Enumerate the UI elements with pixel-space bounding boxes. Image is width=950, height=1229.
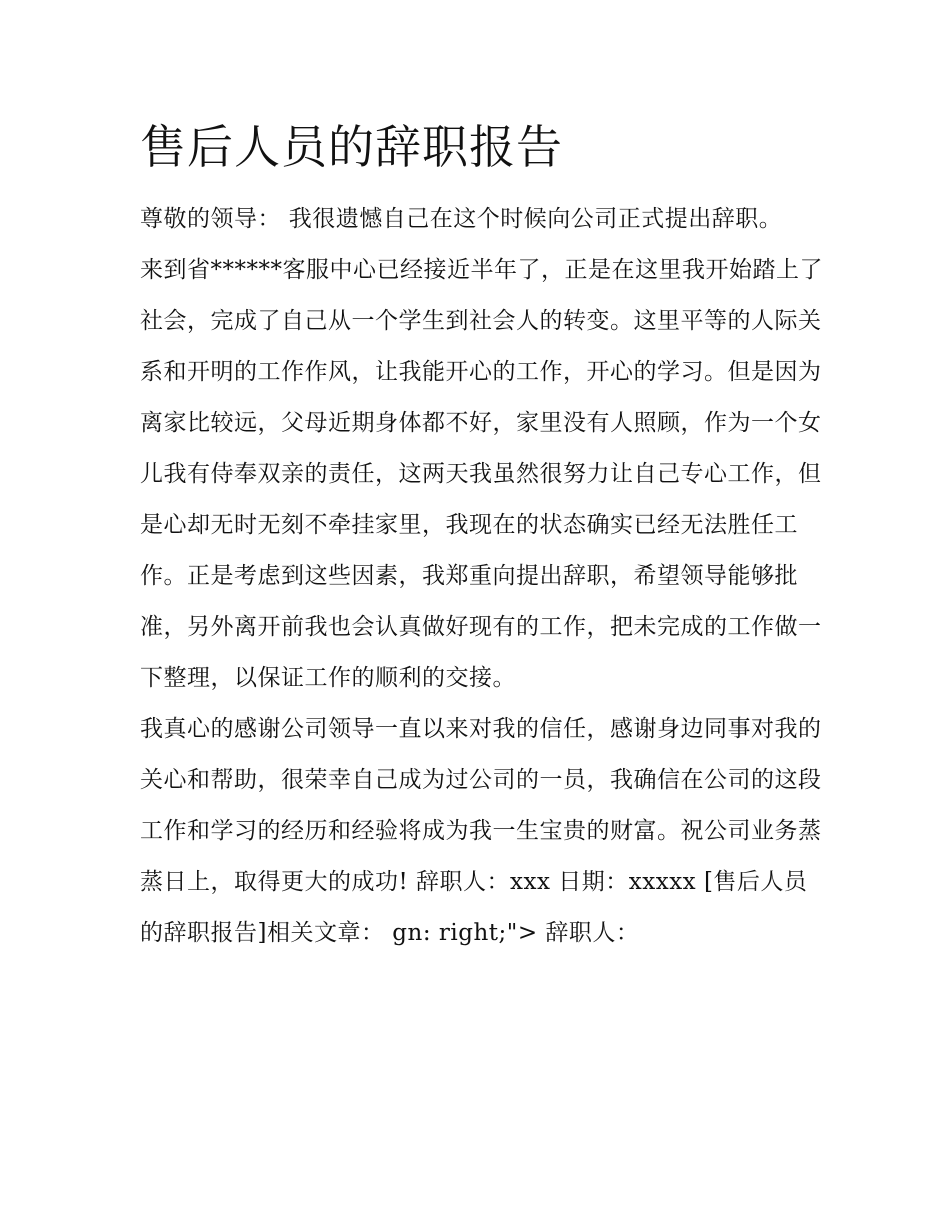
document-page (140, 112, 830, 959)
paragraph-greeting: 尊敬的领导： 我很遗憾自己在这个时候向公司正式提出辞职。 (140, 206, 783, 232)
paragraph-closing: 我真心的感谢公司领导一直以来对我的信任，感谢身边同事对我的关心和帮助，很荣幸自己成为过公司的一员，我确信在公司的这段工作和学习的经历和经验将成为我一生宝贵的财富。祝公司业务蒸蒸日上，取得更大的成功! 辞职人：xxx 日期：xxxxx [售后人员的辞职报告]相关文章： gn: right;"> 辞职人： (140, 716, 822, 946)
document-title: 售后人员的辞职报告 (140, 120, 563, 174)
paragraph-body: 来到省******客服中心已经接近半年了，正是在这里我开始踏上了社会，完成了自己从一个学生到社会人的转变。这里平等的人际关系和开明的工作作风，让我能开心的工作，开心的学习。但是因为离家比较远，父母近期身体都不好，家里没有人照顾，作为一个女儿我有侍奉双亲的责任，这两天我虽然很努力让自己专心工作，但是心却无时无刻不牵挂家里，我现在的状态确实已经无法胜任工作。正是考虑到这些因素，我郑重向提出辞职，希望领导能够批准，另外离开前我也会认真做好现有的工作，把未完成的工作做一下整理，以保证工作的顺利的交接。 (140, 257, 823, 691)
